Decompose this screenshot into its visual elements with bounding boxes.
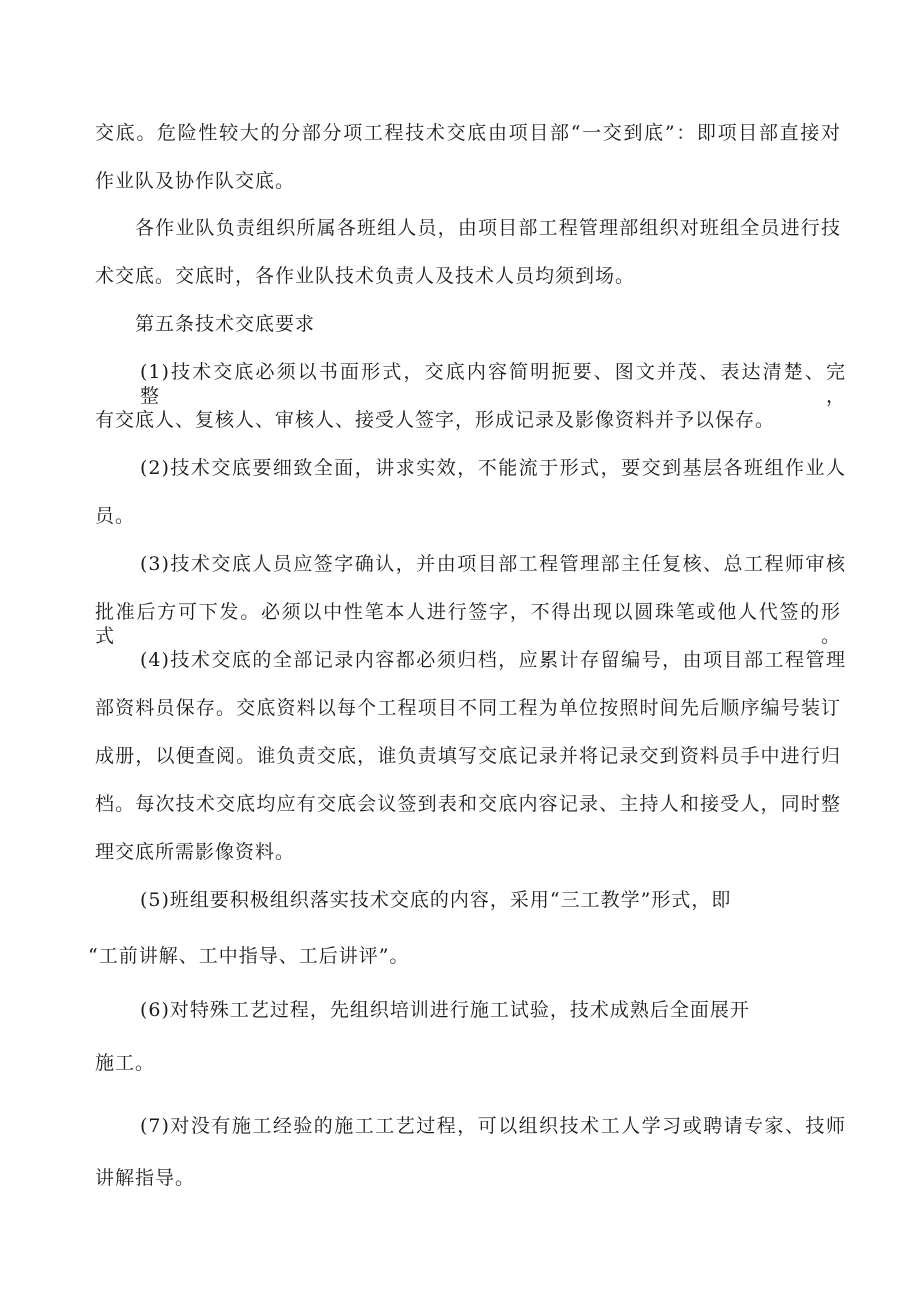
text-line: 员。 [95,505,136,527]
text-line: 术交底。交底时，各作业队技术负责人及技术人员均须到场。 [95,265,636,287]
text-line: 成册，以便查阅。谁负责交底，谁负责填写交底记录并将记录交到资料员手中进行归 [95,745,841,767]
text-line: “工前讲解、工中指导、工后讲评”。 [88,945,410,967]
text-line: 理交底所需影像资料。 [95,841,296,863]
section-heading: 第五条技术交底要求 [135,313,316,335]
text-line: 部资料员保存。交底资料以每个工程项目不同工程为单位按照时间先后顺序编号装订 [95,697,841,719]
text-line: (1)技术交底必须以书面形式，交底内容简明扼要、图文并茂、表达清楚、完整， [140,361,846,407]
text-line: 档。每次技术交底均应有交底会议签到表和交底内容记录、主持人和接受人，同时整 [95,793,841,815]
text-line: 讲解指导。 [95,1167,196,1189]
text-line: (2)技术交底要细致全面，讲求实效，不能流于形式，要交到基层各班组作业人 [140,457,846,479]
text-line: 有交底人、复核人、审核人、接受人签字，形成记录及影像资料并予以保存。 [95,409,776,431]
text-line: (4)技术交底的全部记录内容都必须归档，应累计存留编号，由项目部工程管理 [140,649,846,671]
text-line: (7)对没有施工经验的施工工艺过程，可以组织技术工人学习或聘请专家、技师 [140,1115,846,1137]
text-line: (5)班组要积极组织落实技术交底的内容，采用“三工教学”形式，即 [140,889,732,911]
text-line: 批准后方可下发。必须以中性笔本人进行签字，不得出现以圆珠笔或他人代签的形式。 [95,601,841,647]
text-line: 交底。危险性较大的分部分项工程技术交底由项目部“一交到底”：即项目部直接对 [95,122,841,144]
text-line: 各作业队负责组织所属各班组人员，由项目部工程管理部组织对班组全员进行技 [135,217,841,239]
text-line: 施工。 [95,1052,156,1074]
text-line: 作业队及协作队交底。 [95,170,296,192]
text-line: (6)对特殊工艺过程，先组织培训进行施工试验，技术成熟后全面展开 [140,999,750,1021]
text-line: (3)技术交底人员应签字确认，并由项目部工程管理部主任复核、总工程师审核 [140,553,846,575]
